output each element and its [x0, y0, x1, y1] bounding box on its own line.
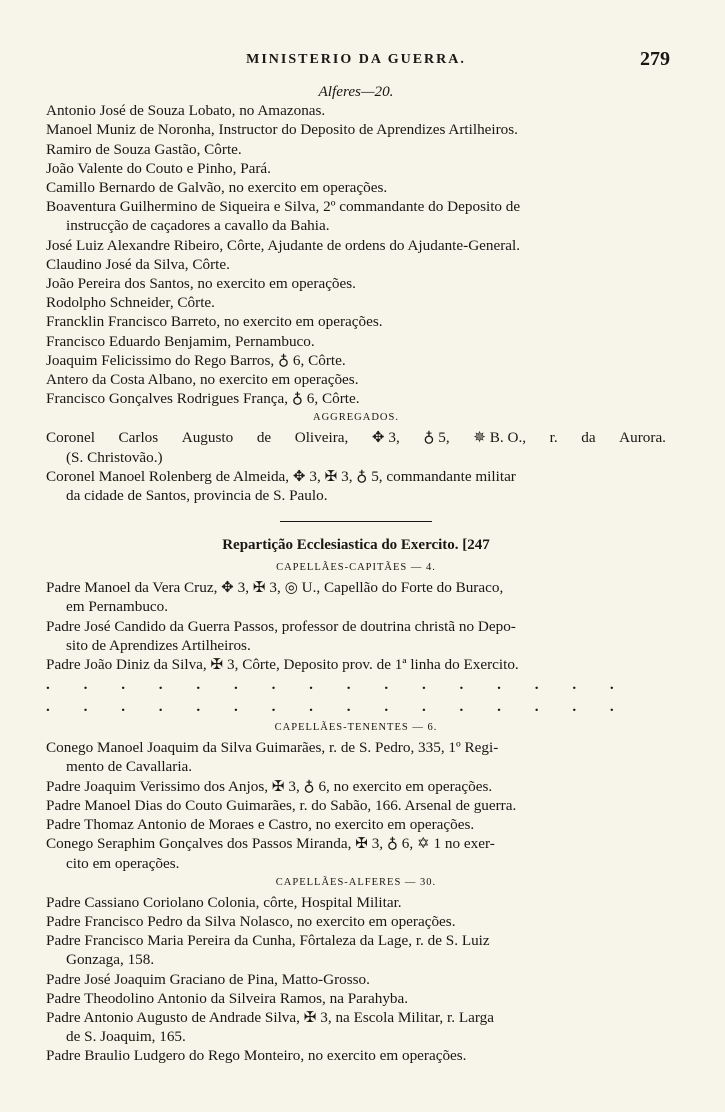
list-item: João Pereira dos Santos, no exercito em operações. [46, 275, 356, 293]
list-item: Conego Manoel Joaquim da Silva Guimarães, r. de S. Pedro, 335, 1º Regi- [46, 739, 499, 757]
page-number: 279 [640, 48, 670, 70]
word: de [256, 429, 272, 447]
list-item: Padre Manoel Dias do Couto Guimarães, r. do Sabão, 166. Arsenal de guerra. [46, 796, 517, 814]
word: r. [549, 429, 558, 447]
tenentes-list [46, 738, 666, 872]
word: Coronel [46, 429, 95, 447]
list-item: Padre José Joaquim Graciano de Pina, Matto-Grosso. [46, 970, 370, 988]
list-item: Padre Theodolino Antonio da Silveira Ramos, na Parahyba. [46, 989, 409, 1007]
word: ✥ 3, [371, 429, 400, 447]
word: Aurora. [619, 429, 666, 447]
list-item: Joaquim Felicissimo do Rego Barros, ♁ 6, Côrte. [46, 351, 346, 369]
list-item-continuation: da cidade de Santos, provincia de S. Paulo. [66, 487, 328, 505]
word: Carlos [118, 429, 159, 447]
list-item: Francisco Eduardo Benjamim, Pernambuco. [46, 332, 315, 350]
list-item: Conego Seraphim Gonçalves dos Passos Miranda, ✠ 3, ♁ 6, ✡ 1 no exer- [46, 835, 495, 853]
list-item-continuation: mento de Cavallaria. [66, 758, 193, 776]
aggregados-list [46, 428, 666, 505]
list-item: Padre Cassiano Coriolano Colonia, côrte, Hospital Militar. [46, 893, 402, 911]
section-heading-alferes: Alferes—20. [318, 83, 394, 100]
word: ✵ B. O., [473, 429, 527, 447]
list-item [46, 428, 666, 447]
list-item: Coronel Manoel Rolenberg de Almeida, ✥ 3, ✠ 3, ♁ 5, commandante militar [46, 467, 516, 485]
list-item-continuation: de S. Joaquim, 165. [66, 1028, 186, 1046]
list-item: Padre Thomaz Antonio de Moraes e Castro, no exercito em operações. [46, 816, 475, 834]
section-heading-alferes-capellaes: CAPELLÃES-ALFERES — 30. [275, 876, 437, 888]
list-item: Manoel Muniz de Noronha, Instructor do Deposito de Aprendizes Artilheiros. [46, 121, 518, 139]
list-item: José Luiz Alexandre Ribeiro, Côrte, Ajudante de ordens do Ajudante-General. [46, 236, 521, 254]
list-item-continuation: instrucção de caçadores a cavallo da Bahia. [66, 217, 330, 235]
list-item: Padre Manoel da Vera Cruz, ✥ 3, ✠ 3, ◎ U., Capellão do Forte do Buraco, [46, 579, 504, 597]
word: Augusto [181, 429, 234, 447]
list-item: Padre José Candido da Guerra Passos, professor de doutrina christã no Depo- [46, 617, 516, 635]
list-item-continuation: em Pernambuco. [66, 598, 169, 616]
list-item: Antero da Costa Albano, no exercito em operações. [46, 371, 359, 389]
section-heading-capitaes: CAPELLÃES-CAPITÃES — 4. [276, 562, 436, 574]
list-item-continuation: cito em operações. [66, 854, 180, 872]
section-heading-aggregados: AGGREGADOS. [313, 412, 399, 424]
section-divider [280, 521, 432, 522]
list-item: Francklin Francisco Barreto, no exercito em operações. [46, 313, 383, 331]
ellipsis-leader: . . . . . . . . . . . . . . . . . . . . . . . . . . . . . . . . [46, 676, 629, 716]
list-item: Rodolpho Schneider, Côrte. [46, 294, 215, 312]
list-item-continuation: (S. Christovão.) [66, 448, 163, 466]
list-item: Camillo Bernardo de Galvão, no exercito em operações. [46, 179, 388, 197]
section-heading-tenentes: CAPELLÃES-TENENTES — 6. [274, 722, 438, 734]
list-item-continuation: Gonzaga, 158. [66, 951, 155, 969]
word: ♁ 5, [423, 429, 450, 447]
word: da [581, 429, 596, 447]
list-item: Francisco Gonçalves Rodrigues França, ♁ 6, Côrte. [46, 390, 360, 408]
capitaes-list [46, 578, 666, 674]
list-item: Padre Francisco Pedro da Silva Nolasco, no exercito em operações. [46, 912, 456, 930]
list-item: Padre Joaquim Verissimo dos Anjos, ✠ 3, ♁ 6, no exercito em operações. [46, 777, 493, 795]
alferes-list [46, 101, 666, 408]
page-title: MINISTERIO DA GUERRA. [246, 52, 466, 67]
page-header [46, 48, 670, 82]
list-item: Padre Antonio Augusto de Andrade Silva, ✠ 3, na Escola Militar, r. Larga [46, 1008, 494, 1026]
list-item: Ramiro de Souza Gastão, Côrte. [46, 140, 242, 158]
section-heading-reparticao: Repartição Ecclesiastica do Exercito. [247 [222, 537, 490, 554]
list-item: Boaventura Guilhermino de Siqueira e Silva, 2º commandante do Deposito de [46, 198, 521, 216]
list-item-continuation: sito de Aprendizes Artilheiros. [66, 636, 251, 654]
list-item: Padre Francisco Maria Pereira da Cunha, Fôrtaleza da Lage, r. de S. Luiz [46, 932, 490, 950]
alferes-capellaes-list [46, 893, 666, 1066]
list-item: Antonio José de Souza Lobato, no Amazonas. [46, 102, 326, 120]
list-item: Claudino José da Silva, Côrte. [46, 255, 230, 273]
word: Oliveira, [294, 429, 349, 447]
list-item: João Valente do Couto e Pinho, Pará. [46, 159, 271, 177]
list-item: Padre João Diniz da Silva, ✠ 3, Côrte, Deposito prov. de 1ª linha do Exercito. [46, 656, 519, 674]
list-item: Padre Braulio Ludgero do Rego Monteiro, no exercito em operações. [46, 1047, 467, 1065]
document-page [46, 48, 670, 1066]
